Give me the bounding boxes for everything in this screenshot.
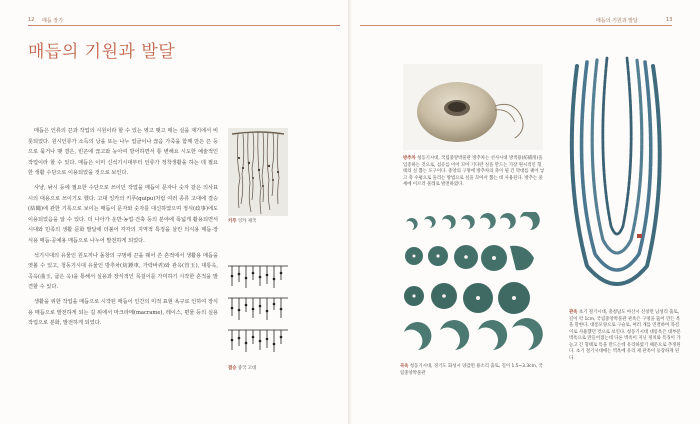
left-page-number: 12 bbox=[28, 17, 35, 23]
caption-text: 중국 고대 bbox=[237, 366, 257, 371]
right-page-number: 13 bbox=[666, 17, 673, 23]
quipu-image bbox=[228, 128, 288, 216]
caption-label: 키푸 bbox=[228, 219, 237, 224]
knot-caption bbox=[228, 366, 298, 373]
spindle-caption bbox=[403, 156, 545, 189]
gogok-caption bbox=[400, 364, 546, 377]
body-text bbox=[28, 126, 218, 333]
left-header-rule bbox=[28, 25, 340, 26]
tube-bead-necklace-photo bbox=[557, 56, 673, 304]
caption-text: 청동기시대, 국립중앙박물관 방추차는 선사시대 방적용(紡績用)을 입증하는 것으로, 섬유를 이어 꼬아 기다란 실을 만드는 가장 원시적인 형태의 실 뽑는 도구이다. 중앙의 구멍에 방추차의 축이 될 긴 막대를 꿰어 넣고 축 수평으로 돌리는 방법으로 실을 꼬아서 뽑는 데 사용된다. 방추는 중세에 이르러 물레로 발전하였다. bbox=[403, 156, 545, 187]
paragraph: 매듭은 인류의 끈과 작업의 시원이라 할 수 있는 엮고 맺고 매는 실을 재기에서 비롯되었다. 원시인류가 소득의 낭을 또는 나누 얼굴이나 끊음 가죽을 함께 만든 끈 등으로 묶거나 맺 결은, 빈곤에 끊고와 능아여 방어하면서 통 변해요 시도한 예술적인 작업이라 할 수 있다. 매듭은 이미 신석기시대부터 인류가 정착생활을 하는 데 필요한 생활 수단으로 이용되었을 것으로 보인다. bbox=[28, 128, 218, 177]
caption-text: 청동기시대, 경기도 화성시 양감면 용소리 출토, 길이 1.5~3.3cm, 국립중앙박물관 bbox=[400, 364, 543, 376]
necklace-caption bbox=[569, 310, 681, 362]
curved-jade-photo bbox=[398, 212, 544, 362]
page-title: 매듭의 기원과 발달 bbox=[28, 42, 176, 62]
caption-label: 관옥 bbox=[569, 310, 578, 315]
caption-label: 곡옥 bbox=[400, 364, 409, 369]
caption-text: 잉카 제국 bbox=[237, 219, 257, 224]
right-header-rule bbox=[360, 25, 672, 26]
knot-record-diagram bbox=[226, 258, 290, 363]
quipu-caption bbox=[228, 219, 298, 226]
paragraph: 생활을 위한 작업을 매듭으로 시작된 매듭이 인간의 미적 표현 욕구로 인하여 장식용 매듭으로 발전하게 되는 길 위에서 마크라메(macrame), 레이스, 편물 등의 실용 작업으로 분화, 발전하게 되었다. bbox=[28, 298, 218, 327]
caption-label: 방추차 bbox=[403, 156, 416, 161]
spindle-whorl-photo bbox=[403, 64, 543, 150]
left-running-head: 매듭 장기 bbox=[42, 18, 63, 24]
caption-label: 결승 bbox=[228, 366, 237, 371]
caption-text: 초기 철기시대, 충청남도 아산시 신창면 남성리 출토, 길이 약 1cm, 국립중앙박물관 관옥은 구멍을 뚫어 만든 옥을 말한다. 대롱모양으로 구슬로, 여러 개를 연결하여 목걸이로 사용했던 것으로 보인다. 청동기시대 대롱옥은 대부분 벽옥으로 만들어졌는데 다른 벽옥이 지닌 정치와 특징이 가늘고 긴 형태로 특을 만드는데 유리하였기 때문으로 추정된다. 초기 철기시대에는 벽옥에 유리 제 관옥이 등장하게 된다. bbox=[569, 310, 681, 361]
right-running-head: 매듭의 기원과 발달 bbox=[596, 18, 638, 24]
paragraph: 사냥, 낚시 등에 필요한 수단으로 쓰이던 작업을 매듭이 문자나 숫자 같은 의사표시의 대용으로 쓰이기도 했다. 고대 잉카의 키푸(quipu)처럼 여러 종류 고대에 결승(結繩)에 관한 기록으로 보이는 매듭이 문자와 숫자를 대신하였으며 정식(政事)에도 이용되었음을 알 수 있다. 더 나아가 운반·농업·건축 등의 분야에 폭넓게 활용되면서 시대와 민족의 생활 문화 발달에 더불어 각각의 지역적 특징을 살린 의식용 매듭·장식용 매듭·공예용 매듭으로 나누어 발전하게 되었다. bbox=[28, 184, 218, 244]
paragraph: 석기시대의 유물인 원도끼나 돌창의 구멍에 끈을 꿰어 쓴 흔적에서 생활용 매듭을 엿볼 수 있고, 청동기시대 유물인 방추차(紡錘車, 가락바퀴)와 관옥(管玉), 대롱옥, 곡옥(曲玉, 굽은 옥)을 통해서 실용과 장식적인 목걸이를 가미하기 시작한 흔적을 발견할 수 있다. bbox=[28, 252, 218, 291]
